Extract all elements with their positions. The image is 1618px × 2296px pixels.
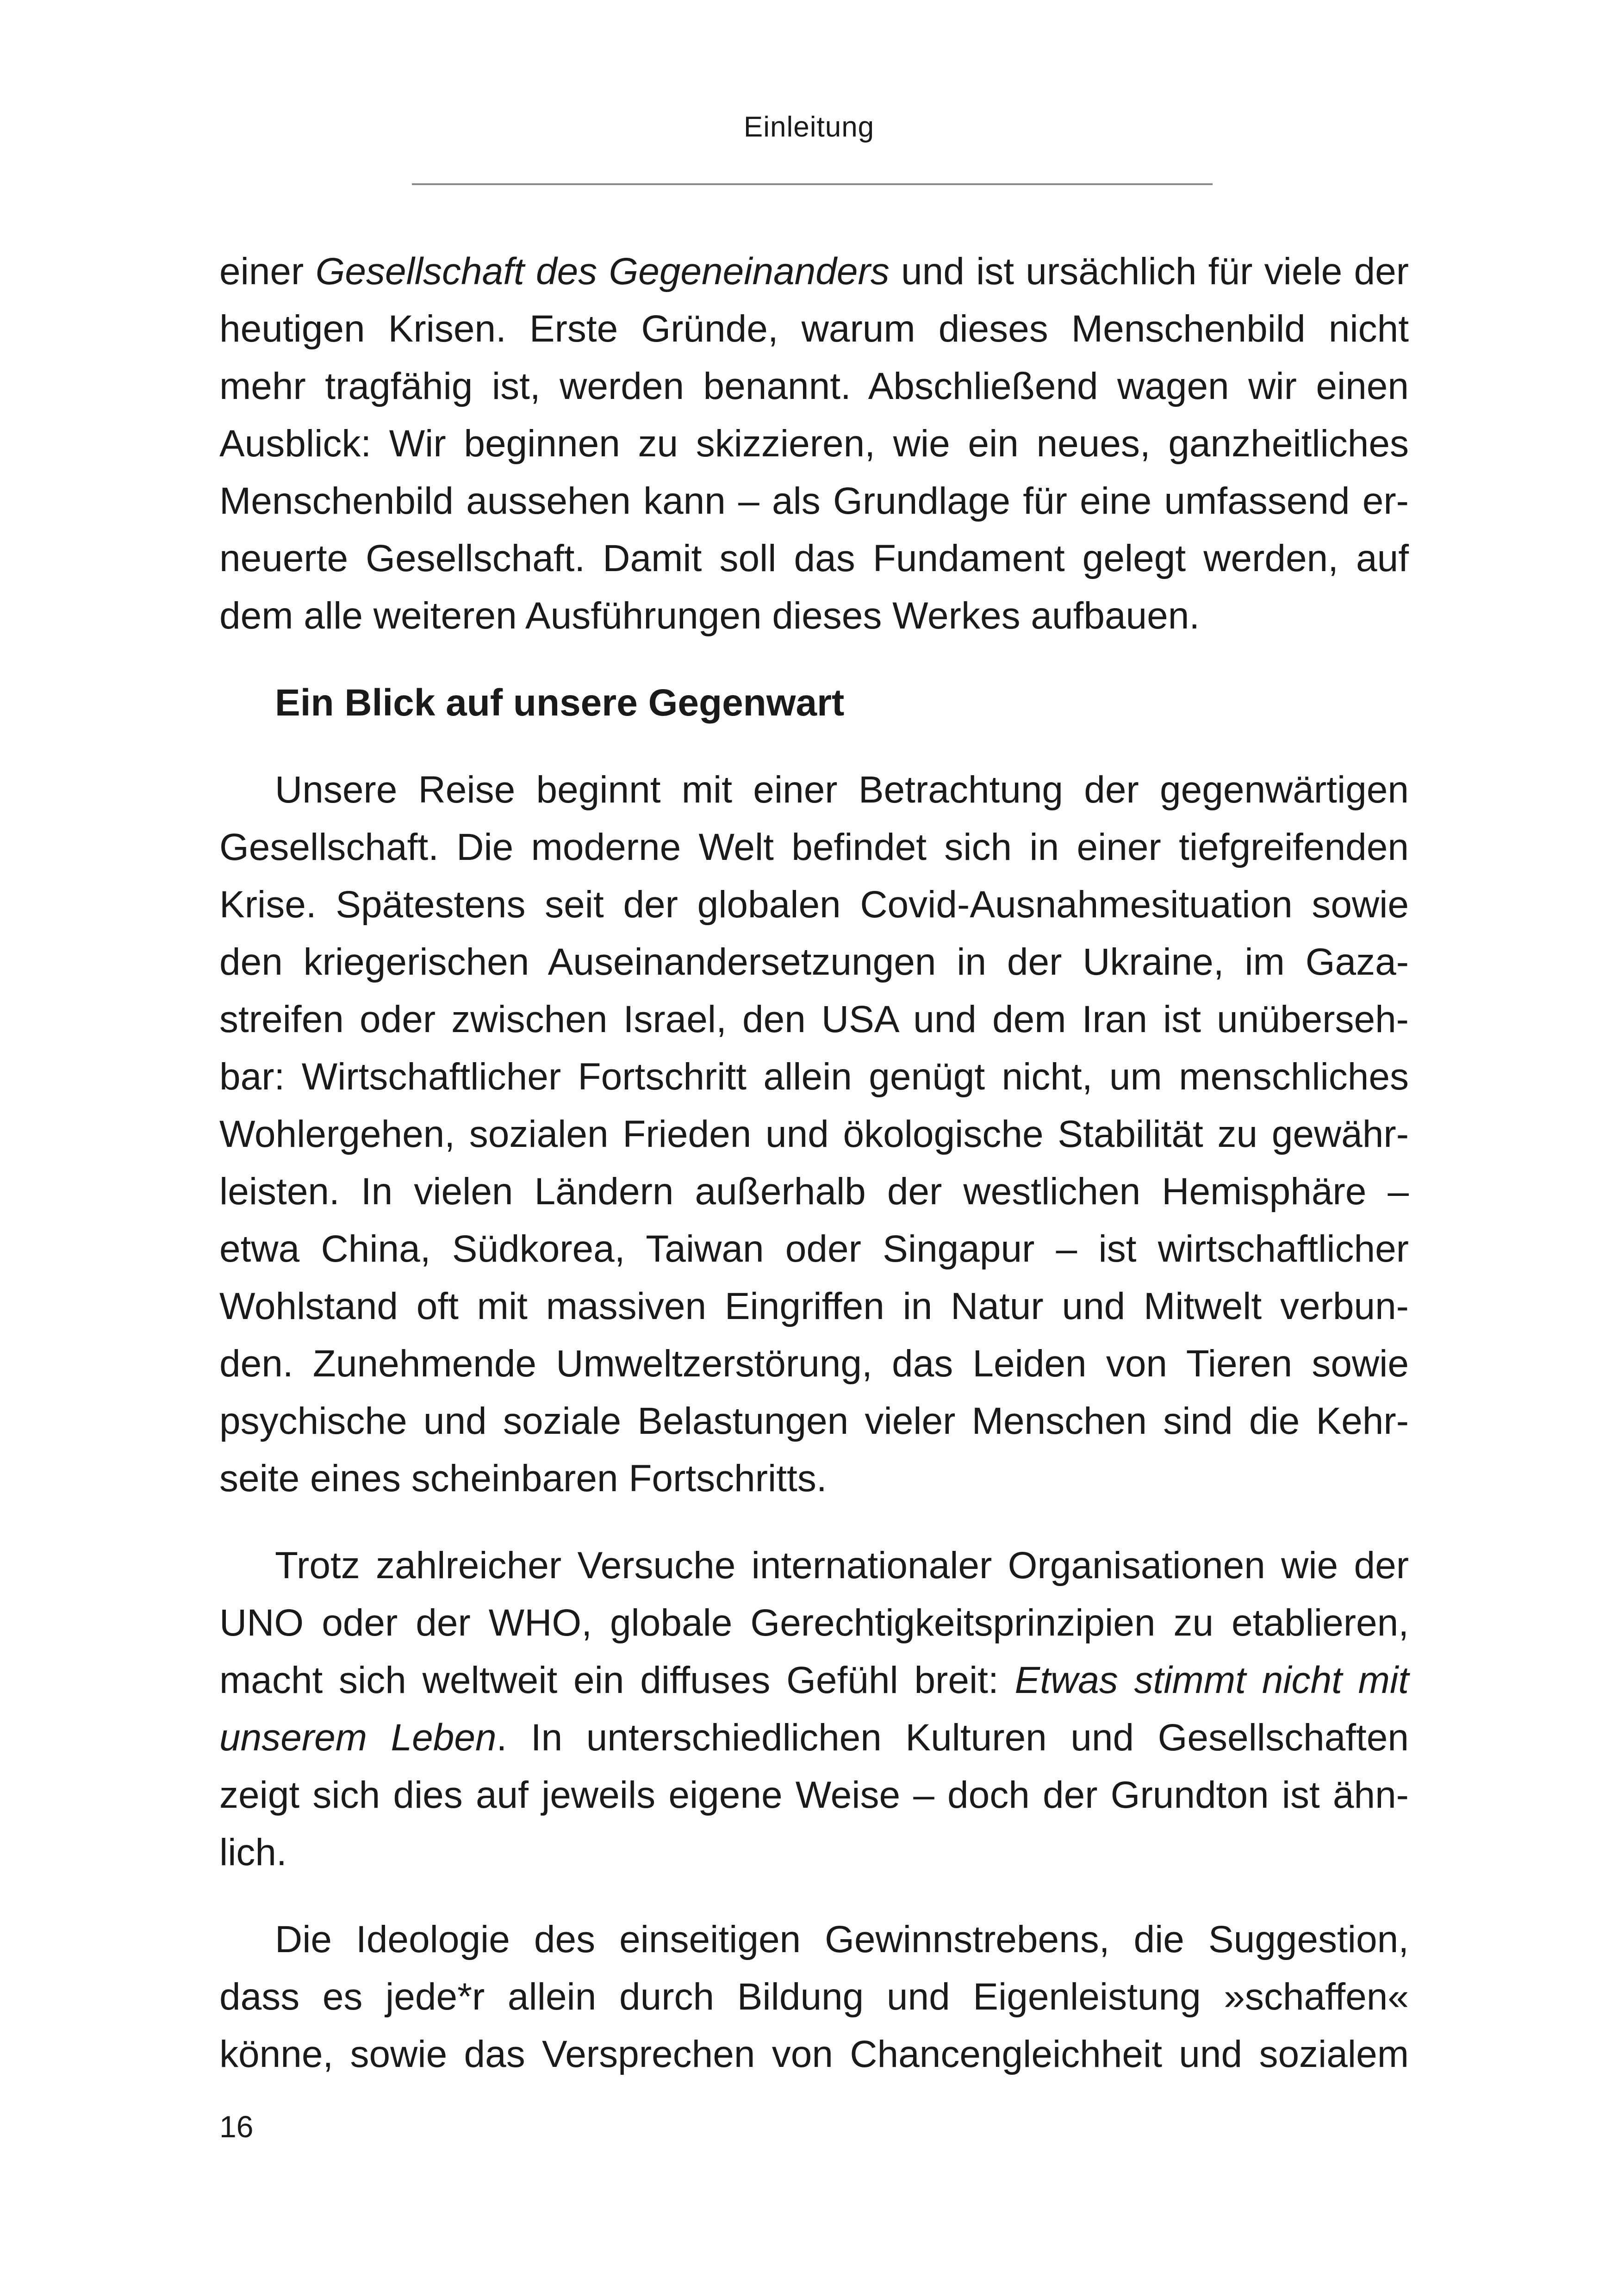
- text-line: den kriegerischen Auseinandersetzungen in der Ukraine, im Gaza-: [219, 941, 1409, 983]
- text-line: Menschenbild aussehen kann – als Grundlage für eine umfassend er-: [219, 480, 1409, 522]
- text-line: einer Gesellschaft des Gegeneinanders und ist ursächlich für viele der: [219, 250, 1409, 292]
- text-line: dass es jede*r allein durch Bildung und Eigenleistung »schaffen«: [219, 1976, 1409, 2018]
- text-line: Unsere Reise beginnt mit einer Betrachtung der gegenwärtigen: [275, 769, 1409, 811]
- text-line: seite eines scheinbaren Fortschritts.: [219, 1457, 827, 1500]
- text-line: unserem Leben. In unterschiedlichen Kulturen und Gesellschaften: [219, 1717, 1409, 1759]
- paragraph: [219, 761, 1409, 1507]
- body-text: [219, 243, 1409, 2083]
- text-line: Wohlergehen, sozialen Frieden und ökologische Stabilität zu gewähr-: [219, 1113, 1409, 1155]
- page-number: 16: [219, 2109, 254, 2144]
- text-line: neuerte Gesellschaft. Damit soll das Fundament gelegt werden, auf: [219, 537, 1409, 579]
- text-line: den. Zunehmende Umweltzerstörung, das Leiden von Tieren sowie: [219, 1343, 1409, 1385]
- text-line: heutigen Krisen. Erste Gründe, warum dieses Menschenbild nicht: [219, 308, 1409, 350]
- paragraph: [219, 1537, 1409, 1881]
- text-line: zeigt sich dies auf jeweils eigene Weise – doch der Grundton ist ähn-: [219, 1774, 1409, 1816]
- text-line: leisten. In vielen Ländern außerhalb der westlichen Hemisphäre –: [219, 1170, 1409, 1213]
- text-line: könne, sowie das Versprechen von Chancengleichheit und sozialem: [219, 2033, 1409, 2075]
- header-divider: [412, 183, 1213, 185]
- text-line: psychische und soziale Belastungen vieler Menschen sind die Kehr-: [219, 1400, 1409, 1442]
- text-line: Trotz zahlreicher Versuche internationaler Organisationen wie der: [275, 1544, 1409, 1587]
- section-heading: Ein Blick auf unsere Gegenwart: [275, 682, 845, 724]
- text-line: etwa China, Südkorea, Taiwan oder Singapur – ist wirtschaftlicher: [219, 1228, 1409, 1270]
- emphasis: Etwas stimmt nicht mit: [1014, 1659, 1409, 1701]
- text-line: Wohlstand oft mit massiven Eingriffen in Natur und Mitwelt verbun-: [219, 1285, 1409, 1327]
- text-line: lich.: [219, 1831, 287, 1873]
- text-line: Krise. Spätestens seit der globalen Covid-Ausnahmesituation sowie: [219, 884, 1409, 926]
- text-line: Gesellschaft. Die moderne Welt befindet sich in einer tiefgreifenden: [219, 826, 1409, 868]
- text-line: macht sich weltweit ein diffuses Gefühl breit: Etwas stimmt nicht mit: [219, 1659, 1409, 1701]
- running-header: Einleitung: [743, 111, 875, 143]
- text-line: bar: Wirtschaftlicher Fortschritt allein genügt nicht, um menschliches: [219, 1056, 1409, 1098]
- text-line: mehr tragfähig ist, werden benannt. Abschließend wagen wir einen: [219, 365, 1409, 407]
- text-line: UNO oder der WHO, globale Gerechtigkeitsprinzipien zu etablieren,: [219, 1602, 1409, 1644]
- text-line: dem alle weiteren Ausführungen dieses Werkes aufbauen.: [219, 595, 1200, 637]
- text-line: streifen oder zwischen Israel, den USA und dem Iran ist unüberseh-: [219, 998, 1409, 1040]
- text-line: Die Ideologie des einseitigen Gewinnstrebens, die Suggestion,: [275, 1918, 1409, 1960]
- text-line: Ausblick: Wir beginnen zu skizzieren, wie ein neues, ganzheitliches: [219, 423, 1409, 465]
- emphasis: unserem Leben: [219, 1717, 497, 1759]
- paragraph-continuation: [219, 243, 1409, 645]
- paragraph: [219, 1911, 1409, 2083]
- emphasis: Gesellschaft des Gegeneinanders: [315, 250, 890, 292]
